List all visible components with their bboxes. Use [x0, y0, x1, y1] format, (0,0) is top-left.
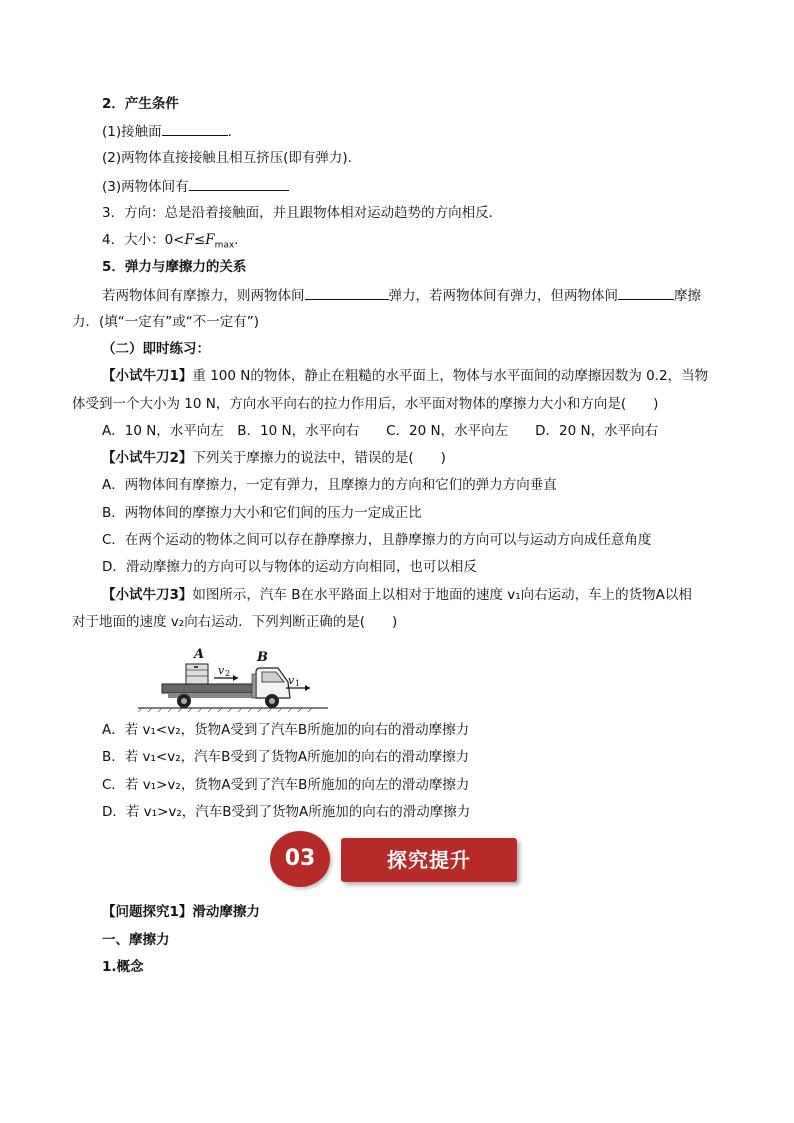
- q3-option-b: B．若 v₁<v₂，汽车B受到了货物A所施加的向右的滑动摩擦力: [102, 749, 470, 765]
- q3-option-c: C．若 v₁>v₂，货物A受到了汽车B所施加的向左的滑动摩擦力: [102, 777, 470, 793]
- truck-figure: [138, 644, 328, 714]
- q3-line-2: 对于地面的速度 v₂向右运动．下列判断正确的是( ): [72, 614, 398, 630]
- symbol-le: ≤: [193, 232, 206, 248]
- symbol-F: F: [184, 232, 194, 248]
- q1-options: A．10 N，水平向左 B．10 N，水平向右 C．20 N，水平向左 D．20 N，水平向右: [102, 423, 659, 439]
- condition-item-3: [102, 176, 289, 197]
- condition-item-1-text: (1)接触面: [102, 124, 162, 140]
- q2-stem-text: 下列关于摩擦力的说法中，错误的是( ): [192, 450, 446, 466]
- q3-text-1: 如图所示，汽车 B在水平路面上以相对于地面的速度 v₁向右运动，车上的货物A以相: [192, 587, 692, 603]
- condition-item-3-text: (3)两物体间有: [102, 179, 189, 195]
- explore-heading: 【问题探究1】滑动摩擦力: [102, 904, 260, 920]
- label-B: B: [257, 650, 268, 665]
- relation-heading: 5．弹力与摩擦力的关系: [102, 259, 247, 275]
- fill-blank: [618, 285, 674, 300]
- magnitude-end: .: [234, 232, 239, 248]
- q3-tag: 【小试牛刀3】: [102, 587, 193, 603]
- conditions-heading: 2．产生条件: [102, 96, 179, 112]
- q1-line-1: [102, 366, 708, 386]
- q1-text-1: 重 100 N的物体，静止在粗糙的水平面上，物体与水平面间的动摩擦因数为 0.2，当物: [192, 368, 709, 384]
- label-v2: v: [218, 664, 225, 677]
- condition-item-2: (2)两物体直接接触且相互挤压(即有弹力)．: [102, 150, 362, 166]
- symbol-max-sub: max: [214, 240, 235, 251]
- relation-text-b: 弹力，若两物体间有弹力，但两物体间: [388, 288, 618, 304]
- q3-line-1: [102, 585, 692, 605]
- practice-heading: （二）即时练习：: [102, 341, 210, 357]
- fill-blank: [162, 121, 228, 136]
- q1-line-2: 体受到一个大小为 10 N，方向水平向右的拉力作用后，水平面对物体的摩擦力大小和方向是( ): [72, 396, 659, 412]
- label-v2-sub: 2: [225, 669, 231, 678]
- q3-option-a: A．若 v₁<v₂，货物A受到了汽车B所施加的向右的滑动摩擦力: [102, 722, 470, 738]
- truck-bed: [162, 684, 254, 693]
- q2-tag: 【小试牛刀2】: [102, 450, 193, 466]
- explore-subheading-2: 1.概念: [102, 959, 144, 975]
- section-title-banner: 探究提升: [341, 838, 517, 882]
- fill-blank: [189, 176, 289, 191]
- relation-text-c: 摩擦: [674, 288, 701, 304]
- q3-option-d: D．若 v₁>v₂，汽车B受到了货物A所施加的向右的滑动摩擦力: [102, 804, 471, 820]
- q2-option-b: B．两物体间的摩擦力大小和它们间的压力一定成正比: [102, 505, 422, 521]
- condition-item-1-end: .: [227, 124, 232, 140]
- fill-blank: [305, 285, 389, 300]
- label-A: A: [194, 647, 205, 662]
- relation-text-a: 若两物体间有摩擦力，则两物体间: [102, 288, 305, 304]
- q2-stem: [102, 448, 446, 468]
- q2-option-d: D．滑动摩擦力的方向可以与物体的运动方向相同，也可以相反: [102, 559, 477, 575]
- magnitude-prefix: 4．大小：0<: [102, 232, 185, 248]
- relation-line-2: 力．(填“一定有”或“不一定有”): [72, 314, 260, 330]
- q2-option-a: A．两物体间有摩擦力，一定有弹力，且摩擦力的方向和它们的弹力方向垂直: [102, 477, 557, 493]
- label-v1-sub: 1: [295, 679, 301, 688]
- direction-line: 3．方向：总是沿着接触面，并且跟物体相对运动趋势的方向相反．: [102, 205, 503, 221]
- condition-item-1: [102, 121, 232, 142]
- relation-line-1: [102, 285, 701, 306]
- q1-tag: 【小试牛刀1】: [102, 368, 193, 384]
- section-number-badge: 03: [270, 831, 330, 887]
- symbol-Fmax: F: [205, 232, 215, 248]
- label-v1: v: [288, 674, 295, 687]
- magnitude-line: [102, 230, 238, 256]
- q2-option-c: C．在两个运动的物体之间可以存在静摩擦力，且静摩擦力的方向可以与运动方向成任意角度: [102, 532, 652, 548]
- explore-subheading-1: 一、摩擦力: [102, 932, 170, 948]
